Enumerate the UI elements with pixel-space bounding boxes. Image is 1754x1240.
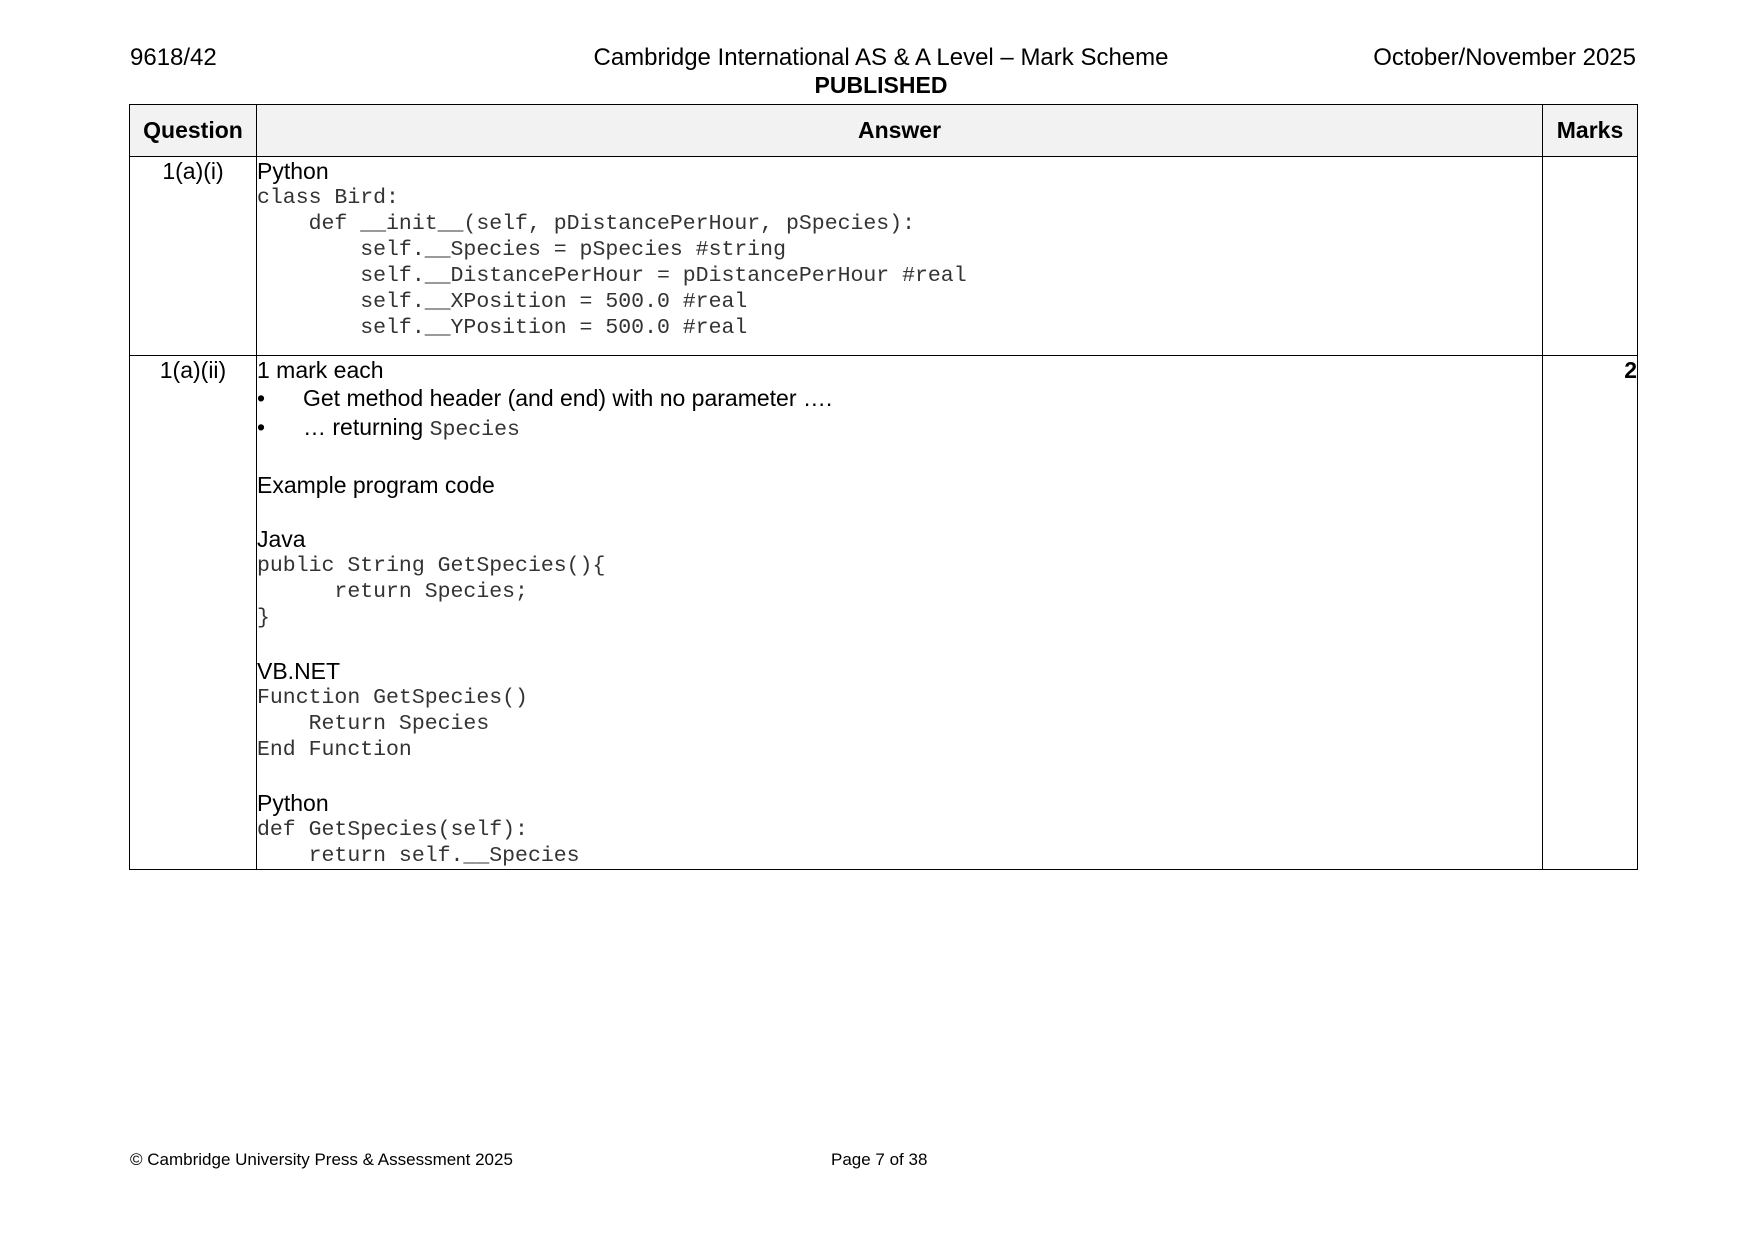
language-label: Python — [257, 790, 329, 816]
bullet-icon: • — [257, 385, 266, 411]
example-heading: Example program code — [257, 472, 495, 498]
answer-cell — [257, 356, 1543, 870]
document-title: Cambridge International AS & A Level – Mark Scheme — [593, 44, 1169, 71]
published-label: PUBLISHED — [814, 72, 948, 98]
code-block: def GetSpecies(self): return self.__Species — [257, 818, 580, 868]
paper-code: 9618/42 — [130, 44, 217, 71]
table-row — [130, 157, 1638, 356]
list-item — [257, 413, 1542, 445]
code-block: public String GetSpecies(){ return Species; } — [257, 554, 606, 630]
language-label: Python — [257, 158, 329, 184]
table-header-row — [130, 105, 1638, 157]
list-item — [257, 384, 1542, 413]
mark-scheme-table — [129, 104, 1638, 870]
copyright-notice: © Cambridge University Press & Assessment 2025 — [130, 1150, 513, 1169]
language-label: VB.NET — [257, 658, 341, 684]
marks-cell — [1543, 157, 1638, 356]
bullet-icon: • — [257, 414, 266, 440]
marks-cell: 2 — [1543, 356, 1638, 870]
code-block: Function GetSpecies() Return Species End Function — [257, 686, 528, 762]
column-header-marks: Marks — [1543, 105, 1638, 157]
column-header-question: Question — [130, 105, 257, 157]
question-number: 1(a)(i) — [130, 157, 257, 356]
marking-point-text: Get method header (and end) with no parameter …. — [303, 385, 833, 411]
page-number: Page 7 of 38 — [831, 1150, 928, 1169]
marking-intro: 1 mark each — [257, 357, 384, 383]
language-label: Java — [257, 526, 306, 552]
table-row — [130, 356, 1638, 870]
exam-session: October/November 2025 — [1373, 44, 1636, 71]
inline-code: Species — [429, 418, 520, 442]
question-number: 1(a)(ii) — [130, 356, 257, 870]
marking-point-text: … returning — [303, 414, 430, 440]
answer-cell — [257, 157, 1543, 356]
marking-points — [257, 384, 1542, 445]
code-block: class Bird: def __init__(self, pDistancePerHour, pSpecies): self.__Species = pSpecies #string self.__DistancePerHour = pDistancePerHour #real self.__XPosition = 500.0 #real self.__YPosition = 500.0 #real — [257, 186, 967, 340]
column-header-answer: Answer — [257, 105, 1543, 157]
